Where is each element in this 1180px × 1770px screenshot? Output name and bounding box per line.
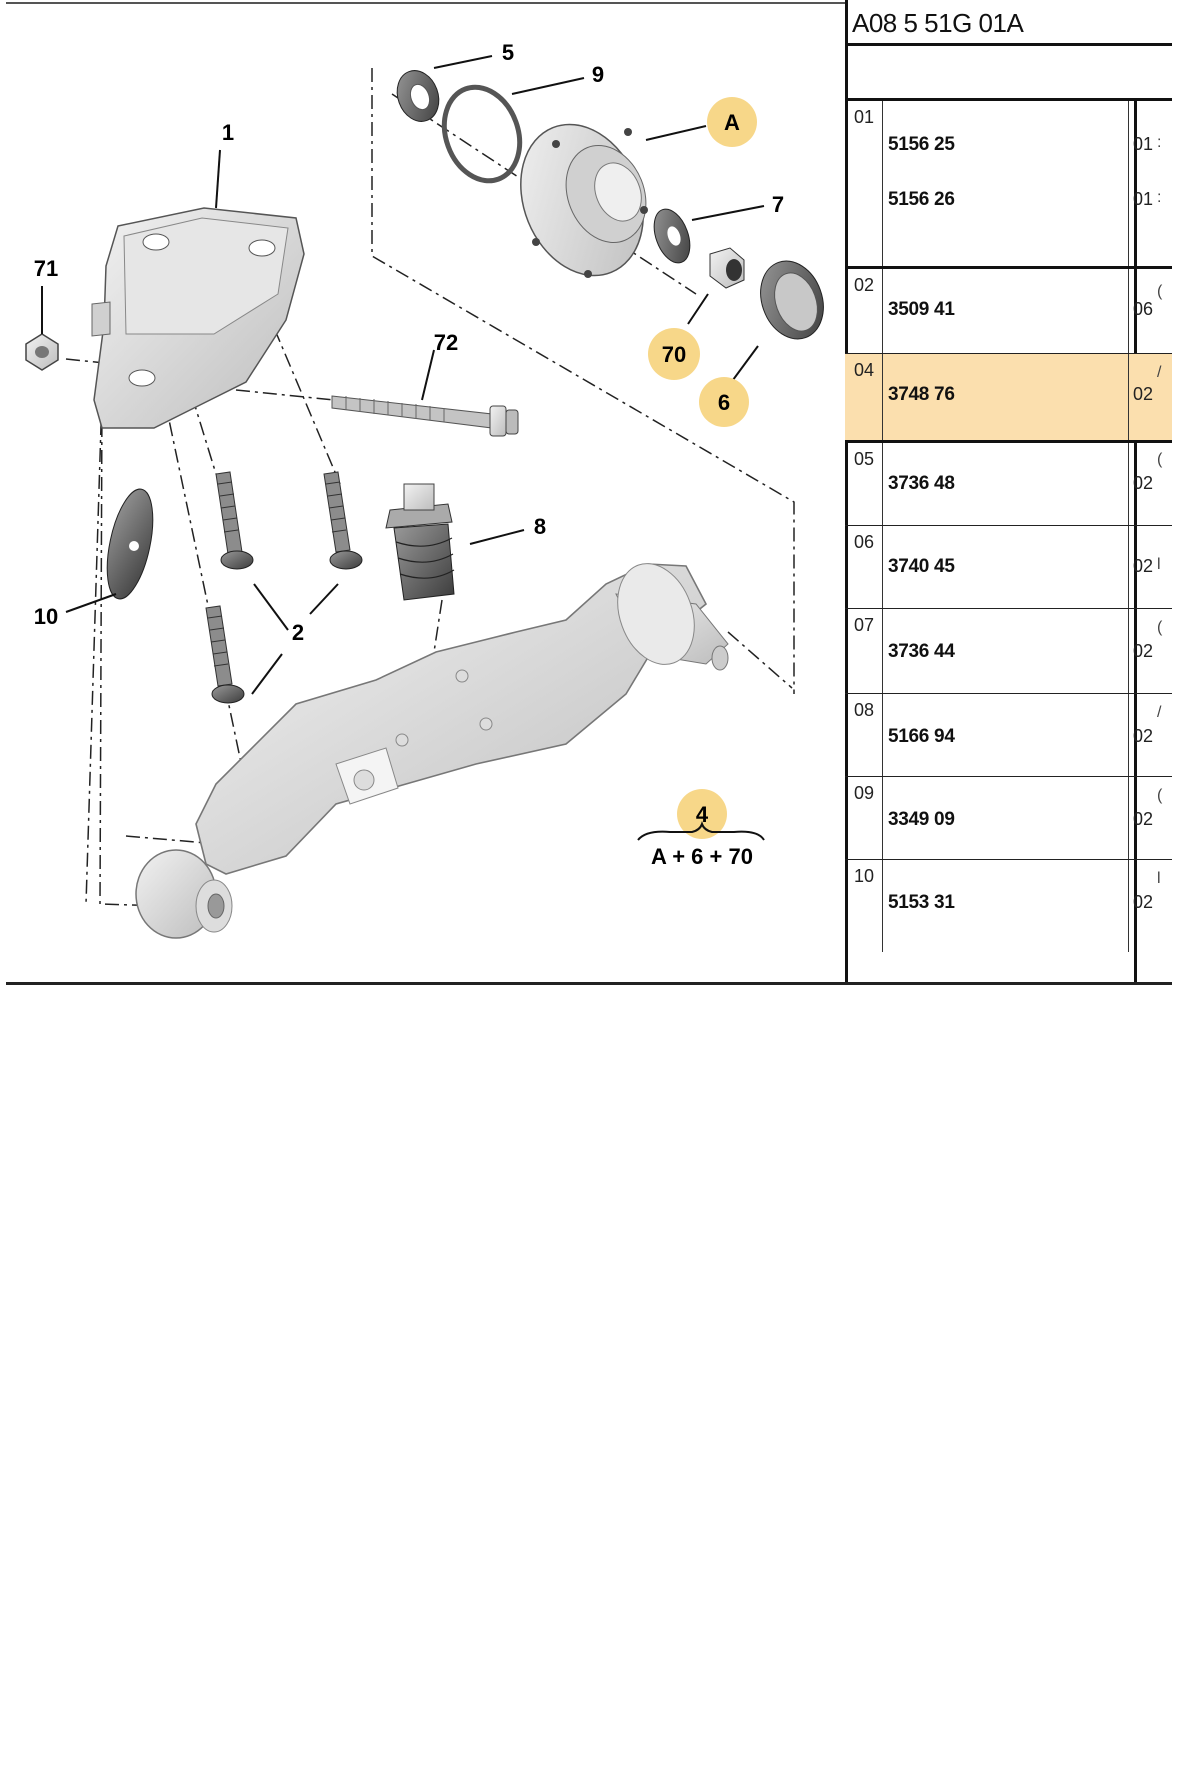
bottom-rule bbox=[6, 982, 1172, 985]
part-quantity: 02 bbox=[1133, 384, 1154, 404]
parts-table-panel bbox=[845, 0, 1172, 982]
truncated-text: / bbox=[1157, 704, 1162, 721]
callout-10: 10 bbox=[33, 604, 59, 629]
part-reference: 3349 09 bbox=[888, 809, 955, 830]
hub-assembly bbox=[390, 65, 834, 348]
truncated-text: ( bbox=[1157, 451, 1163, 468]
row-number: 05 bbox=[854, 449, 875, 469]
part-reference: 3748 76 bbox=[888, 384, 955, 405]
part-quantity: 01 bbox=[1133, 189, 1154, 209]
callout-70-badge bbox=[648, 328, 700, 380]
part-quantity: 02 bbox=[1133, 556, 1154, 576]
bump-stop-part-8 bbox=[386, 484, 454, 600]
callout-a: A bbox=[724, 110, 740, 135]
part-quantity: 02 bbox=[1133, 892, 1154, 912]
table-row[interactable] bbox=[845, 860, 1172, 952]
table-row[interactable] bbox=[845, 609, 1172, 694]
part-reference: 3736 44 bbox=[888, 641, 955, 662]
callout-1: 1 bbox=[221, 120, 235, 145]
row-number: 10 bbox=[854, 866, 875, 886]
nut-part-71 bbox=[26, 334, 58, 370]
table-row[interactable] bbox=[845, 526, 1172, 609]
part-reference: 3509 41 bbox=[888, 299, 955, 320]
part-quantity: 02 bbox=[1133, 641, 1154, 661]
callout-4: 4 bbox=[695, 802, 709, 827]
bolt-part-72 bbox=[332, 396, 518, 436]
table-row[interactable] bbox=[845, 101, 1172, 269]
callout-70: 70 bbox=[661, 342, 687, 367]
bracket-part-1 bbox=[92, 208, 304, 428]
exploded-parts-diagram bbox=[6, 4, 844, 982]
callout-a-badge bbox=[707, 97, 757, 147]
kit-formula: A + 6 + 70 bbox=[651, 844, 753, 869]
truncated-text: l bbox=[1157, 870, 1161, 887]
row-number: 01 bbox=[854, 107, 875, 127]
truncated-text: : bbox=[1157, 189, 1162, 206]
row-number: 09 bbox=[854, 783, 875, 803]
part-reference: 5153 31 bbox=[888, 892, 955, 913]
row-number: 07 bbox=[854, 615, 875, 635]
title-rule bbox=[845, 43, 1172, 46]
truncated-text: ( bbox=[1157, 787, 1163, 804]
callout-71: 71 bbox=[33, 256, 59, 281]
parts-table bbox=[845, 101, 1172, 952]
callout-7: 7 bbox=[771, 192, 785, 217]
table-row[interactable] bbox=[845, 694, 1172, 777]
part-reference: 3740 45 bbox=[888, 556, 955, 577]
part-quantity: 06 bbox=[1133, 299, 1154, 319]
part-reference: 5156 26 bbox=[888, 189, 955, 210]
rear-axle-beam bbox=[136, 553, 728, 938]
truncated-text: / bbox=[1157, 364, 1162, 381]
part-quantity: 02 bbox=[1133, 726, 1154, 746]
part-reference: 5156 25 bbox=[888, 134, 955, 155]
row-number: 08 bbox=[854, 700, 875, 720]
truncated-text: ( bbox=[1157, 619, 1163, 636]
truncated-text: : bbox=[1157, 134, 1162, 151]
callout-9: 9 bbox=[591, 62, 605, 87]
callout-2: 2 bbox=[291, 620, 305, 645]
table-row[interactable] bbox=[845, 777, 1172, 860]
row-number: 04 bbox=[854, 360, 875, 380]
table-row[interactable] bbox=[845, 443, 1172, 526]
callout-5: 5 bbox=[501, 40, 515, 65]
diagram-reference: A08 5 51G 01A bbox=[852, 8, 1024, 38]
callout-6: 6 bbox=[717, 390, 731, 415]
part-quantity: 01 bbox=[1133, 134, 1154, 154]
truncated-text: ( bbox=[1157, 283, 1163, 300]
table-row[interactable] bbox=[845, 269, 1172, 354]
callout-72: 72 bbox=[433, 330, 459, 355]
table-row-selected[interactable] bbox=[845, 354, 1172, 443]
part-reference: 3736 48 bbox=[888, 473, 955, 494]
washer-part-10 bbox=[99, 485, 161, 603]
part-quantity: 02 bbox=[1133, 809, 1154, 829]
screws-part-2 bbox=[206, 472, 362, 703]
truncated-text: l bbox=[1157, 556, 1161, 573]
row-number: 02 bbox=[854, 275, 875, 295]
part-reference: 5166 94 bbox=[888, 726, 955, 747]
row-number: 06 bbox=[854, 532, 875, 552]
part-quantity: 02 bbox=[1133, 473, 1154, 493]
callout-8: 8 bbox=[533, 514, 547, 539]
callout-6-badge bbox=[699, 377, 749, 427]
